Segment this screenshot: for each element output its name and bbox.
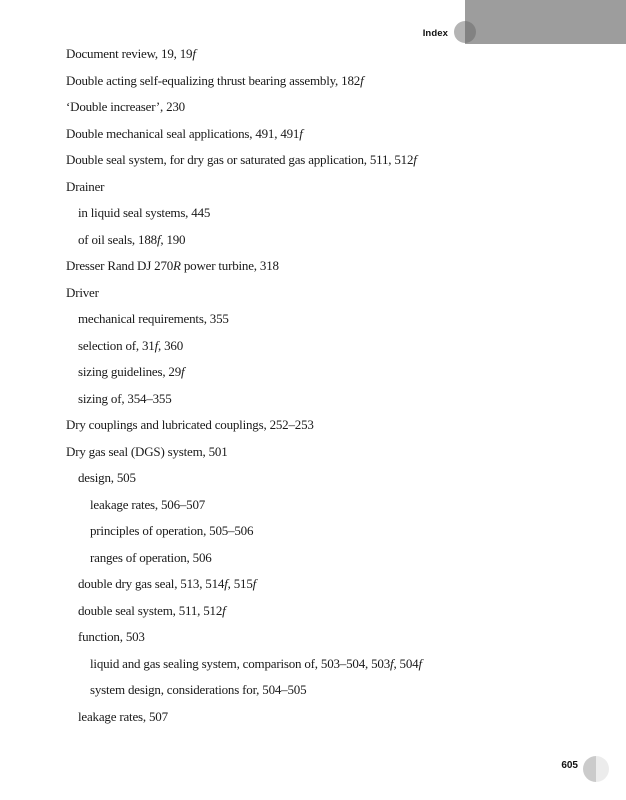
header-circle-ornament (454, 21, 476, 43)
index-entry: principles of operation, 505–506 (90, 523, 254, 538)
index-entry: double dry gas seal, 513, 514f, 515f (78, 576, 257, 591)
index-entry: Double seal system, for dry gas or saturated gas application, 511, 512f (66, 152, 417, 167)
index-entry: leakage rates, 506–507 (90, 496, 206, 512)
index-entry: Dresser Rand DJ 270R power turbine, 318 (66, 258, 279, 273)
index-entry: double seal system, 511, 512f (78, 602, 226, 618)
index-entry: Dry gas seal (DGS) system, 501 (66, 443, 228, 459)
index-entry: sizing of, 354–355 (78, 390, 172, 406)
index-entry: ranges of operation, 506 (90, 549, 212, 565)
index-entry: leakage rates, 507 (78, 708, 168, 724)
index-entry-list (66, 41, 606, 730)
index-entry: design, 505 (78, 470, 136, 485)
index-entry: selection of, 31f, 360 (78, 337, 184, 353)
index-entry: Document review, 19, 19f (66, 46, 196, 61)
running-head-index: Index (422, 28, 448, 39)
page-number: 605 (561, 760, 578, 771)
index-entry: of oil seals, 188f, 190 (78, 231, 186, 247)
index-entry: liquid and gas sealing system, comparison of, 503–504, 503f, 504f (90, 655, 422, 671)
index-entry: Drainer (66, 178, 105, 194)
header-gray-block (465, 0, 626, 44)
index-entry: sizing guidelines, 29f (78, 364, 185, 379)
footer-circle-ornament (583, 756, 609, 782)
index-entry: ‘Double increaser’, 230 (66, 99, 185, 114)
index-entry: Driver (66, 284, 99, 300)
index-entry: mechanical requirements, 355 (78, 311, 229, 326)
index-entry: Double mechanical seal applications, 491, 491f (66, 125, 303, 141)
index-entry: system design, considerations for, 504–505 (90, 682, 307, 697)
index-entry: in liquid seal systems, 445 (78, 205, 211, 220)
index-entry: Dry couplings and lubricated couplings, 252–253 (66, 417, 314, 432)
index-entry: Double acting self-equalizing thrust bearing assembly, 182f (66, 72, 364, 88)
index-entry: function, 503 (78, 629, 145, 644)
